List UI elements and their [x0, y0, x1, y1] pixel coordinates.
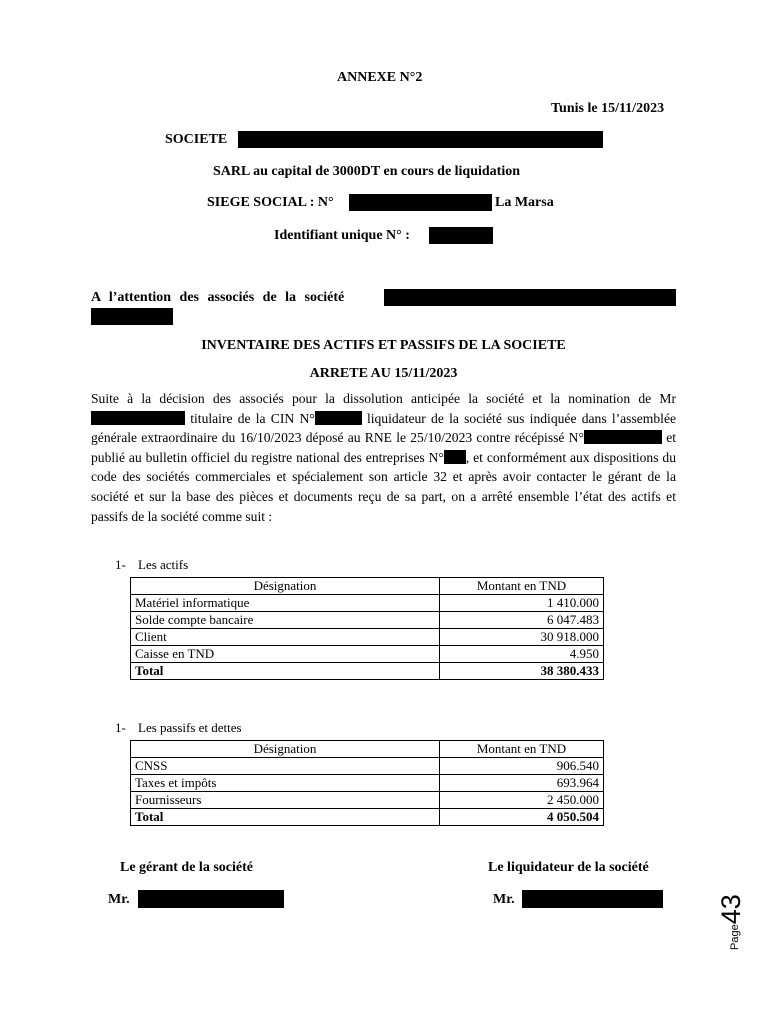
gerant-mr-label: Mr.	[108, 892, 130, 907]
actifs-table	[130, 577, 604, 680]
actifs-heading: Les actifs	[138, 557, 189, 572]
redacted-company-name-3	[91, 308, 173, 325]
redacted-identifiant	[429, 227, 493, 244]
table-header-row	[131, 741, 604, 758]
attention-line: A l’attention des associés de la société	[91, 290, 345, 305]
page-number	[716, 894, 747, 950]
passifs-heading-number: 1-	[115, 720, 126, 735]
liquidateur-mr-label: Mr.	[493, 892, 515, 907]
row-label: Caisse en TND	[131, 646, 440, 663]
total-value: 38 380.433	[440, 663, 604, 680]
identifiant-label: Identifiant unique N° :	[274, 228, 410, 243]
table-total-row	[131, 809, 604, 826]
row-label: Taxes et impôts	[131, 775, 440, 792]
table-total-row	[131, 663, 604, 680]
total-value: 4 050.504	[440, 809, 604, 826]
row-value: 4.950	[440, 646, 604, 663]
row-value: 2 450.000	[440, 792, 604, 809]
col-designation: Désignation	[131, 578, 440, 595]
row-label: Client	[131, 629, 440, 646]
body-text-3: liquidateur de la société sus indiquée dans l’assemblée générale extraordinaire du 16/10/2023 déposé au RNE le 25/10/2023 contre récépissé N°	[91, 410, 677, 446]
redacted-gerant-name	[138, 890, 284, 908]
row-value: 906.540	[440, 758, 604, 775]
redacted-cin	[315, 411, 362, 425]
table-row	[131, 792, 604, 809]
row-label: Fournisseurs	[131, 792, 440, 809]
total-label: Total	[131, 663, 440, 680]
body-text-2: titulaire de la CIN N°	[190, 410, 315, 426]
redacted-company-name	[238, 131, 603, 148]
table-row	[131, 595, 604, 612]
table-row	[131, 612, 604, 629]
body-paragraph	[91, 389, 676, 526]
redacted-company-name-2	[384, 289, 676, 306]
row-label: CNSS	[131, 758, 440, 775]
col-montant: Montant en TND	[440, 741, 604, 758]
page-label: Page	[729, 924, 741, 950]
row-value: 6 047.483	[440, 612, 604, 629]
siege-city: La Marsa	[495, 195, 554, 210]
table-row	[131, 629, 604, 646]
inventory-title: INVENTAIRE DES ACTIFS ET PASSIFS DE LA SOCIETE	[201, 338, 566, 353]
row-label: Matériel informatique	[131, 595, 440, 612]
body-text-1: Suite à la décision des associés pour la dissolution anticipée la société et la nomination de Mr	[91, 391, 676, 406]
inventory-subtitle: ARRETE AU 15/11/2023	[309, 366, 458, 381]
col-montant: Montant en TND	[440, 578, 604, 595]
annex-title: ANNEXE N°2	[337, 70, 423, 85]
table-header-row	[131, 578, 604, 595]
passifs-table	[130, 740, 604, 826]
redacted-address	[349, 194, 492, 211]
capital-line: SARL au capital de 3000DT en cours de liquidation	[213, 164, 521, 179]
actifs-heading-number: 1-	[115, 557, 126, 572]
siege-social-label: SIEGE SOCIAL : N°	[207, 195, 334, 210]
passifs-heading: Les passifs et dettes	[138, 720, 242, 735]
document-date: Tunis le 15/11/2023	[551, 101, 665, 116]
row-label: Solde compte bancaire	[131, 612, 440, 629]
total-label: Total	[131, 809, 440, 826]
table-row	[131, 646, 604, 663]
table-row	[131, 775, 604, 792]
page-number-value: 43	[716, 894, 746, 925]
redacted-liquidator-name	[91, 411, 185, 425]
row-value: 1 410.000	[440, 595, 604, 612]
redacted-registre-number	[444, 450, 466, 464]
gerant-title: Le gérant de la société	[120, 860, 253, 875]
redacted-liquidateur-name	[522, 890, 663, 908]
liquidateur-title: Le liquidateur de la société	[488, 860, 649, 875]
col-designation: Désignation	[131, 741, 440, 758]
redacted-recepisse	[584, 430, 662, 444]
row-value: 30 918.000	[440, 629, 604, 646]
table-row	[131, 758, 604, 775]
body-text-4: et publié au bulletin officiel du registre national des entreprises N°	[91, 430, 676, 465]
body-text-5: , et conformément aux dispositions du code des sociétés commerciales et spécialement son article 32 et après avoir contacter le gérant de la société et sur la base des pièces et documents reçu de sa part, on a arrêté ensemble l’état des actifs et passifs de la société comme suit :	[91, 449, 676, 524]
row-value: 693.964	[440, 775, 604, 792]
societe-label: SOCIETE	[165, 132, 228, 147]
